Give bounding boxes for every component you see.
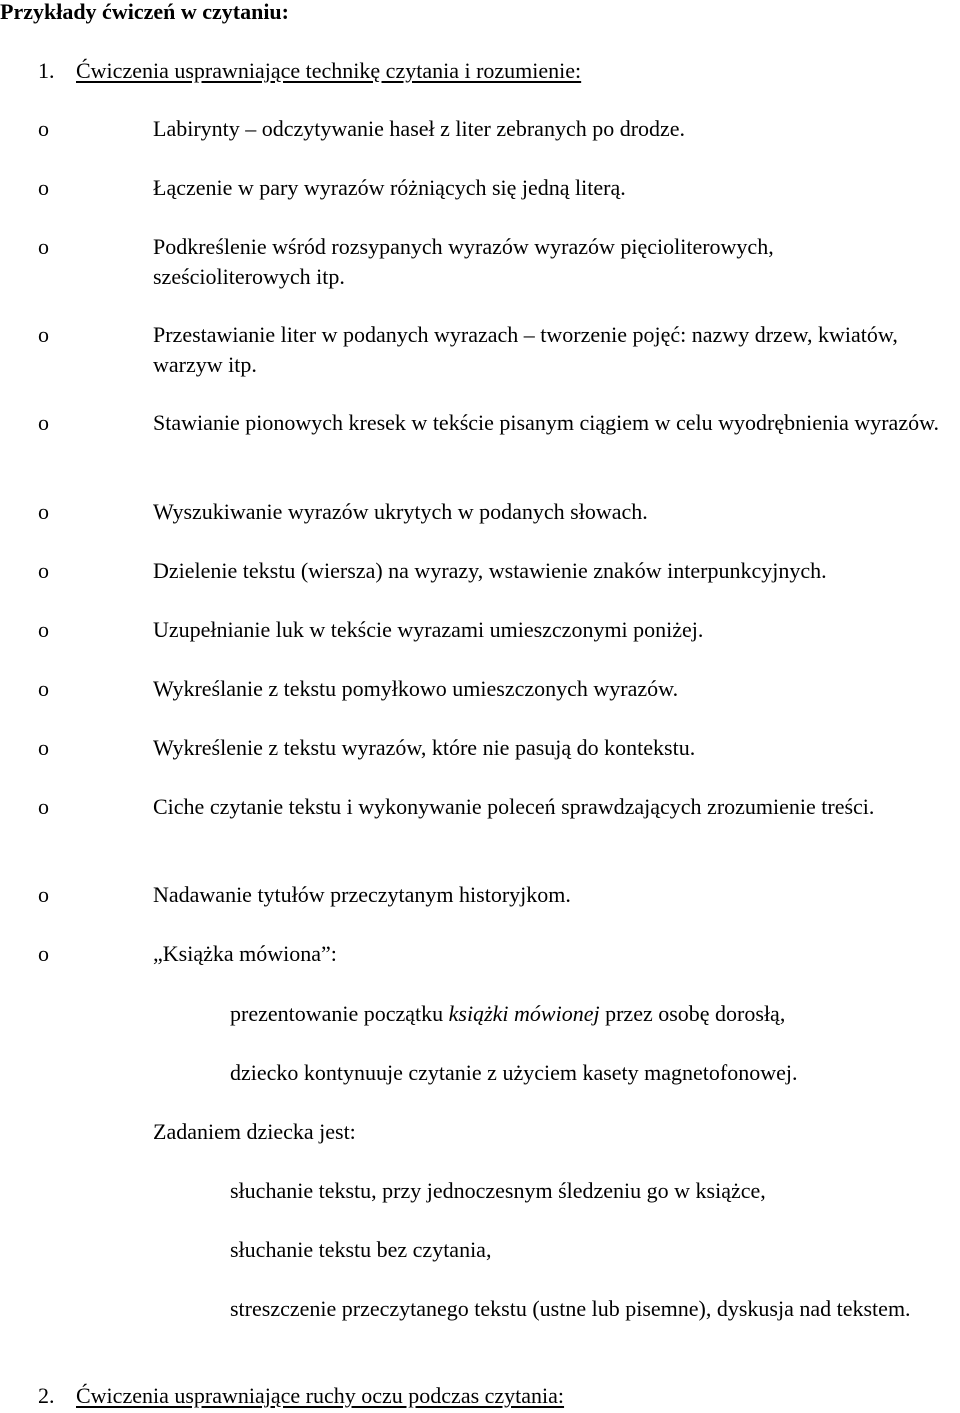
- ksiazka-line-1: prezentowanie początku książki mówionej przez osobę dorosłą,: [230, 1001, 786, 1026]
- zadaniem-item: słuchanie tekstu bez czytania,: [230, 1237, 492, 1262]
- list-item: Wyszukiwanie wyrazów ukrytych w podanych słowach.: [153, 499, 648, 524]
- list-item: Nadawanie tytułów przeczytanym historyjkom.: [153, 882, 571, 907]
- bullet-marker: o: [38, 882, 49, 907]
- section-2-title: Ćwiczenia usprawniające ruchy oczu podczas czytania:: [76, 1383, 565, 1408]
- list-item: Podkreślenie wśród rozsypanych wyrazów wyrazów pięcioliterowych, sześcioliterowych itp.: [153, 234, 774, 289]
- list-item: Łączenie w pary wyrazów różniących się jedną literą.: [153, 175, 626, 200]
- bullet-marker: o: [38, 676, 49, 701]
- bullet-marker: o: [38, 410, 49, 435]
- list-item: Ciche czytanie tekstu i wykonywanie poleceń sprawdzających zrozumienie treści.: [153, 794, 875, 819]
- section-1-number: 1.: [38, 58, 55, 83]
- section-1-title: Ćwiczenia usprawniające technikę czytania i rozumienie:: [76, 58, 582, 83]
- ksiazka-line-2: dziecko kontynuuje czytanie z użyciem kasety magnetofonowej.: [230, 1060, 798, 1085]
- bullet-marker: o: [38, 617, 49, 642]
- list-item: Wykreślenie z tekstu wyrazów, które nie pasują do kontekstu.: [153, 735, 696, 760]
- bullet-marker: o: [38, 499, 49, 524]
- bullet-marker: o: [38, 735, 49, 760]
- zadaniem-item: streszczenie przeczytanego tekstu (ustne lub pisemne), dyskusja nad tekstem.: [230, 1296, 911, 1321]
- list-item: Uzupełnianie luk w tekście wyrazami umieszczonymi poniżej.: [153, 617, 704, 642]
- bullet-marker: o: [38, 234, 49, 259]
- list-item: Wykreślanie z tekstu pomyłkowo umieszczonych wyrazów.: [153, 676, 679, 701]
- list-item: Dzielenie tekstu (wiersza) na wyrazy, wstawienie znaków interpunkcyjnych.: [153, 558, 827, 583]
- bullet-marker: o: [38, 175, 49, 200]
- zadaniem-item: słuchanie tekstu, przy jednoczesnym śledzeniu go w książce,: [230, 1178, 766, 1203]
- list-item: Labirynty – odczytywanie haseł z liter zebranych po drodze.: [153, 116, 686, 141]
- list-item: Przestawianie liter w podanych wyrazach – tworzenie pojęć: nazwy drzew, kwiatów, warzyw itp.: [153, 322, 898, 377]
- list-item: „Książka mówiona”:: [153, 941, 337, 966]
- section-2-number: 2.: [38, 1383, 55, 1408]
- bullet-marker: o: [38, 116, 49, 141]
- bullet-marker: o: [38, 558, 49, 583]
- list-item: Stawianie pionowych kresek w tekście pisanym ciągiem w celu wyodrębnienia wyrazów.: [153, 410, 940, 435]
- bullet-marker: o: [38, 794, 49, 819]
- bullet-marker: o: [38, 941, 49, 966]
- bullet-marker: o: [38, 322, 49, 347]
- page-heading: Przykłady ćwiczeń w czytaniu:: [0, 0, 289, 24]
- zadaniem-label: Zadaniem dziecka jest:: [153, 1119, 356, 1144]
